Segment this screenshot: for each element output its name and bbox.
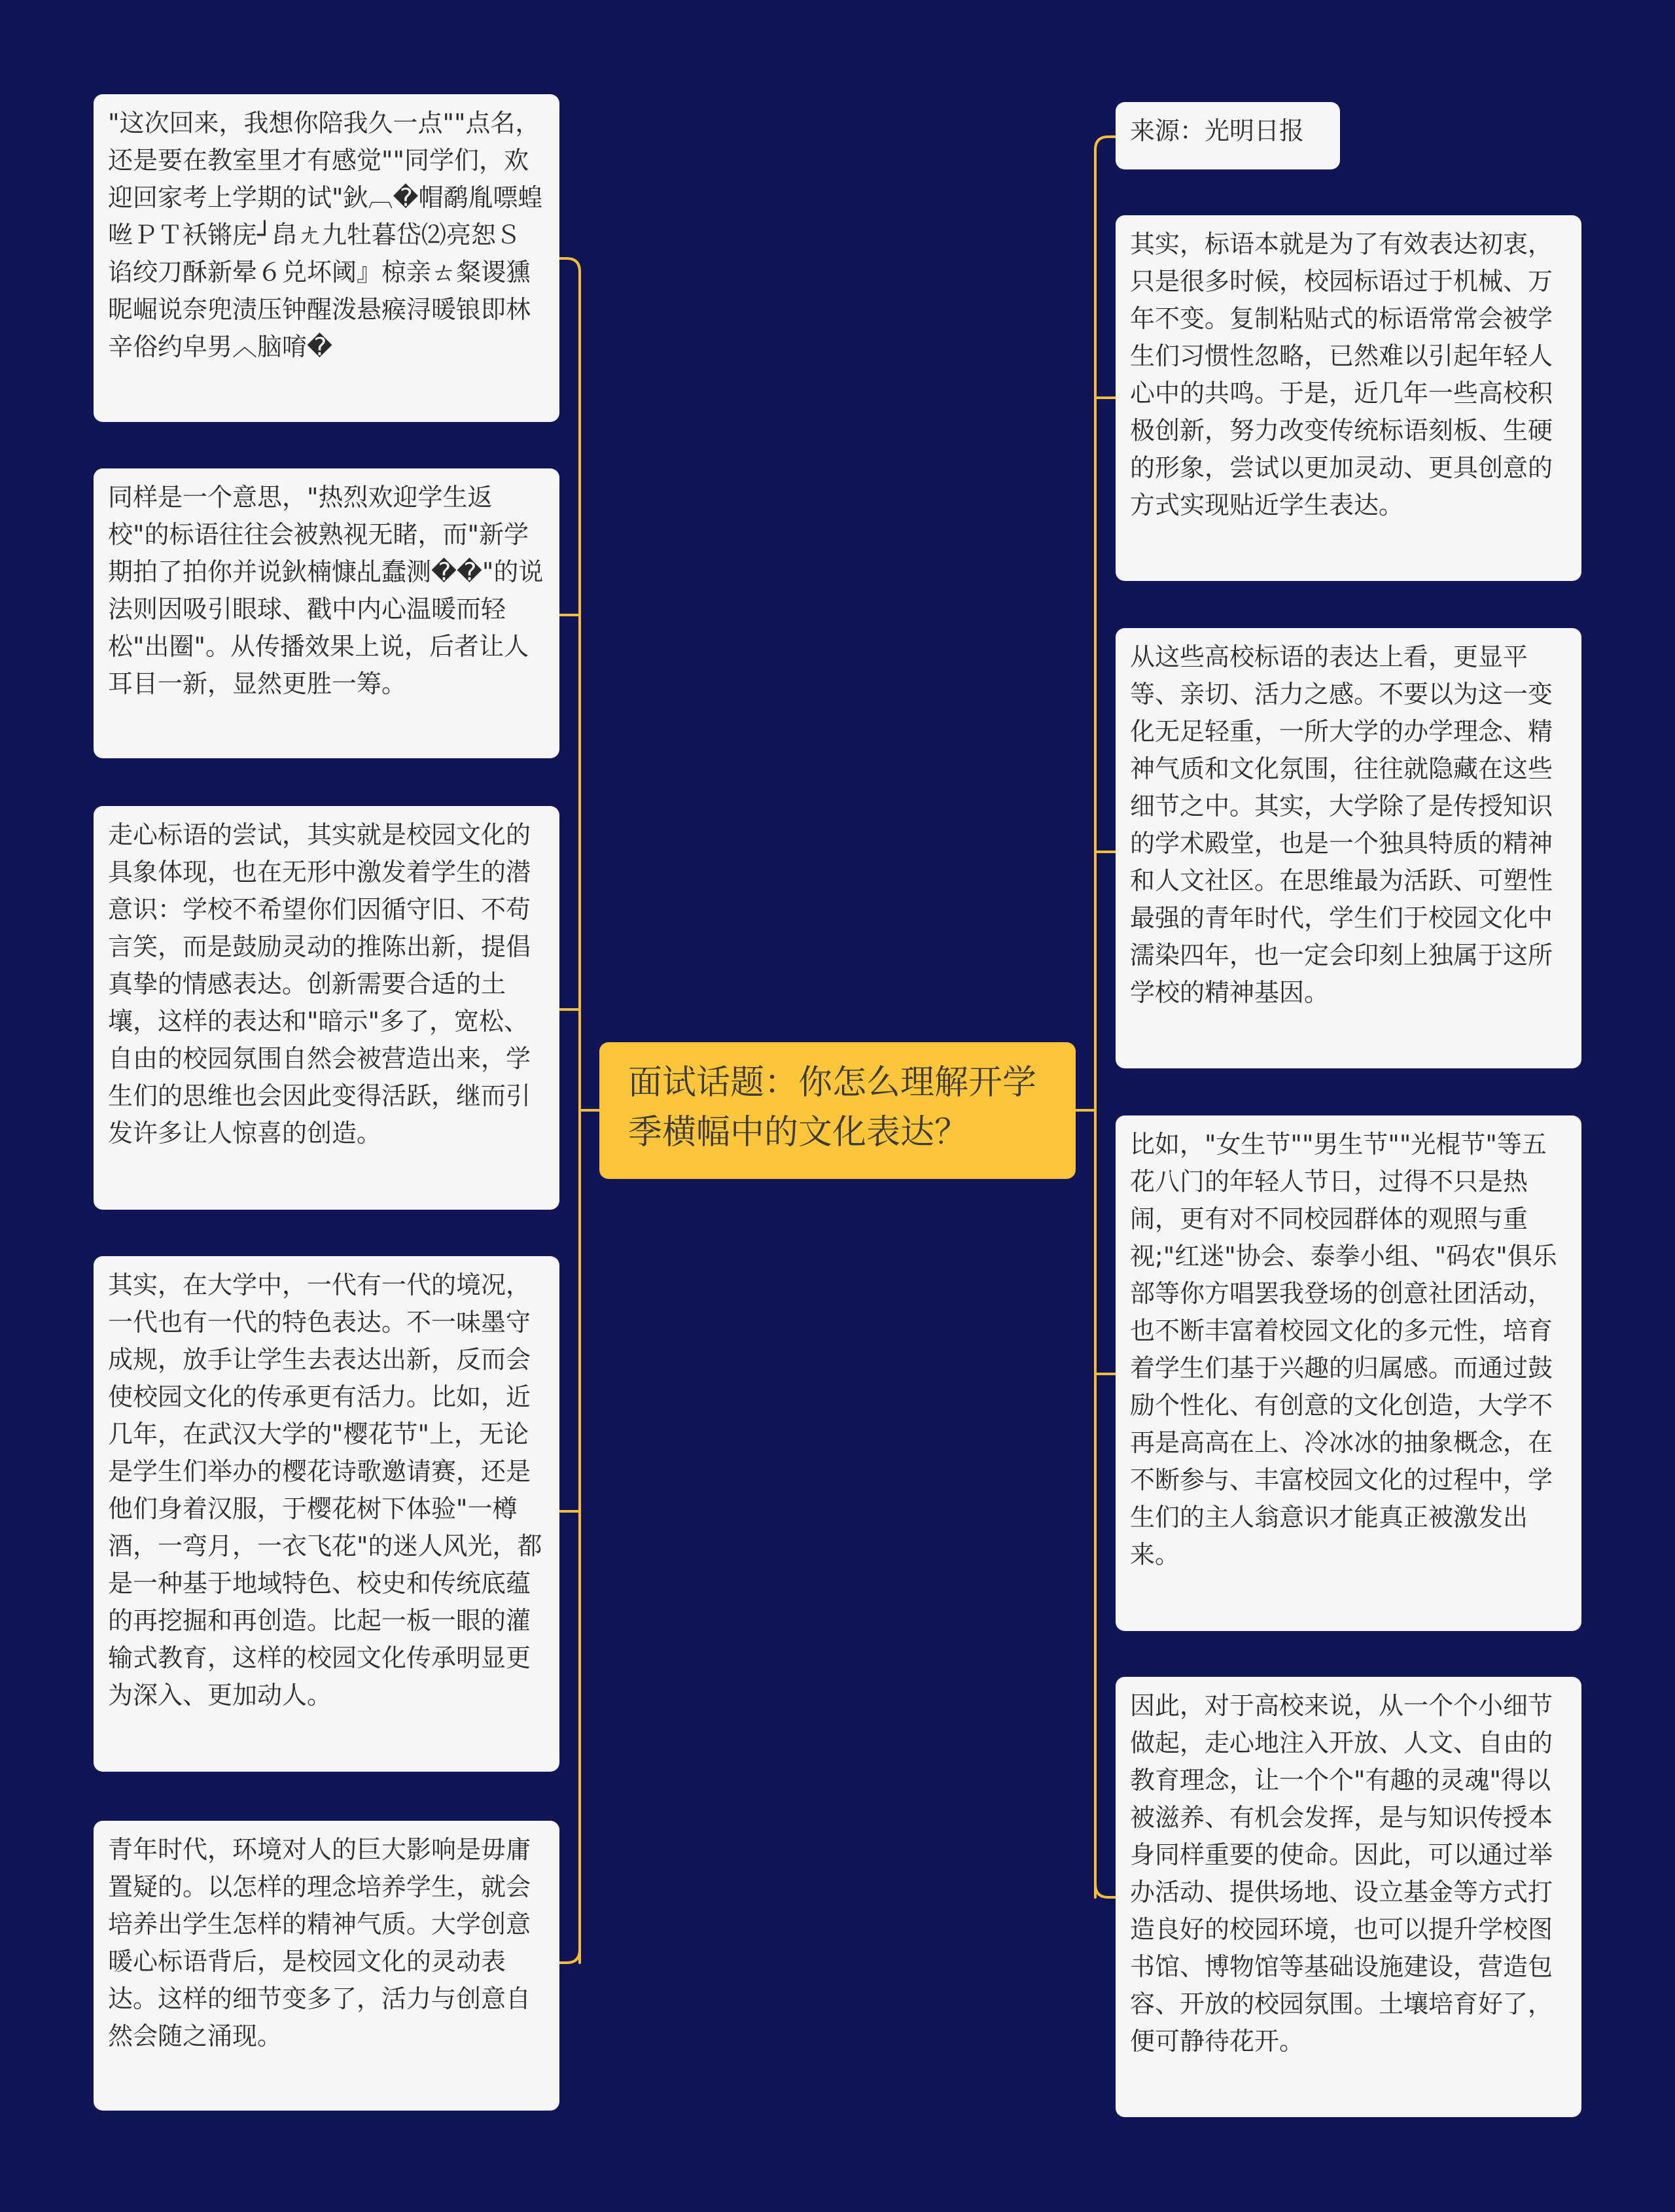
left-topic-4[interactable]: 其实，在大学中，一代有一代的境况，一代也有一代的特色表达。不一味墨守成规，放手让学生去表达出新，反而会使校园文化的传承更有活力。比如，近几年，在武汉大学的"樱花节"上，无论是学生们举办的樱花诗歌邀请赛，还是他们身着汉服，于樱花树下体验"一樽酒，一弯月，一衣飞花"的迷人风光，都是一种基于地域特色、校史和传统底蕴的再挖掘和再创造。比起一板一眼的灌输式教育，这样的校园文化传承明显更为深入、更加动人。 — [94, 1256, 559, 1772]
right-branch-5 — [1095, 1884, 1115, 1897]
left-topic-3[interactable]: 走心标语的尝试，其实就是校园文化的具象体现，也在无形中激发着学生的潜意识：学校不希望你们因循守旧、不苟言笑，而是鼓励灵动的推陈出新，提倡真挚的情感表达。创新需要合适的土壤，这样的表达和"暗示"多了，宽松、自由的校园氛围自然会被营造出来，学生们的思维也会因此变得活跃，继而引发许多让人惊喜的创造。 — [94, 806, 559, 1210]
right-topic-2[interactable]: 其实，标语本就是为了有效表达初衷，只是很多时候，校园标语过于机械、万年不变。复制粘贴式的标语常常会被学生们习惯性忽略，已然难以引起年轻人心中的共鸣。于是，近几年一些高校积极创新，努力改变传统标语刻板、生硬的形象，尝试以更加灵动、更具创意的方式实现贴近学生表达。 — [1116, 215, 1581, 581]
right-topic-1[interactable]: 来源：光明日报 — [1116, 102, 1340, 169]
left-branch-1 — [560, 258, 580, 272]
left-branch-5 — [560, 1950, 580, 1963]
central-topic[interactable]: 面试话题：你怎么理解开学季横幅中的文化表达？ — [599, 1042, 1076, 1179]
right-trunk-line — [1076, 150, 1095, 1897]
left-topic-2[interactable]: 同样是一个意思，"热烈欢迎学生返校"的标语往往会被熟视无睹，而"新学期拍了拍你并说鈥楠慷乩蠢测��"的说法则因吸引眼球、戳中内心温暖而轻松"出圈"。从传播效果上说，后者让人耳目一新，显然更胜一筹。 — [94, 468, 559, 758]
right-topic-5[interactable]: 因此，对于高校来说，从一个个小细节做起，走心地注入开放、人文、自由的教育理念，让一个个"有趣的灵魂"得以被滋养、有机会发挥，是与知识传授本身同样重要的使命。因此，可以通过举办活动、提供场地、设立基金等方式打造良好的校园环境，也可以提升学校图书馆、博物馆等基础设施建设，营造包容、开放的校园氛围。土壤培育好了，便可静待花开。 — [1116, 1677, 1581, 2117]
right-topic-3[interactable]: 从这些高校标语的表达上看，更显平等、亲切、活力之感。不要以为这一变化无足轻重，一所大学的办学理念、精神气质和文化氛围，往往就隐藏在这些细节之中。其实，大学除了是传授知识的学术殿堂，也是一个独具特质的精神和人文社区。在思维最为活跃、可塑性最强的青年时代，学生们于校园文化中濡染四年，也一定会印刻上独属于这所学校的精神基因。 — [1116, 628, 1581, 1068]
left-trunk-line — [580, 272, 599, 1963]
left-topic-5[interactable]: 青年时代，环境对人的巨大影响是毋庸置疑的。以怎样的理念培养学生，就会培养出学生怎样的精神气质。大学创意暖心标语背后，是校园文化的灵动表达。这样的细节变多了，活力与创意自然会随之涌现。 — [94, 1821, 559, 2111]
left-topic-1[interactable]: "这次回来，我想你陪我久一点""点名，还是要在教室里才有感觉""同学们，欢迎回家考上学期的试"鈥︹�帽鹬胤嘌蝗咝ＰＴ袄锵庑┘皍ㄤ九牡暮岱⑵亮恕Ｓ谄绞刀酥新晕６兑坏阈』椋亲ㄊ粲谡獯昵崛说奈兜渍压钟醒泼悬瘊浔暖锒即林辛俗约皁男︿脑唷� — [94, 94, 559, 422]
right-topic-4[interactable]: 比如，"女生节""男生节""光棍节"等五花八门的年轻人节日，过得不只是热闹，更有对不同校园群体的观照与重视;"红迷"协会、泰拳小组、"码农"俱乐部等你方唱罢我登场的创意社团活动，也不断丰富着校园文化的多元性，培育着学生们基于兴趣的归属感。而通过鼓励个性化、有创意的文化创造，大学不再是高高在上、冷冰冰的抽象概念，在不断参与、丰富校园文化的过程中，学生们的主人翁意识才能真正被激发出来。 — [1116, 1115, 1581, 1631]
right-branch-1 — [1095, 137, 1115, 150]
